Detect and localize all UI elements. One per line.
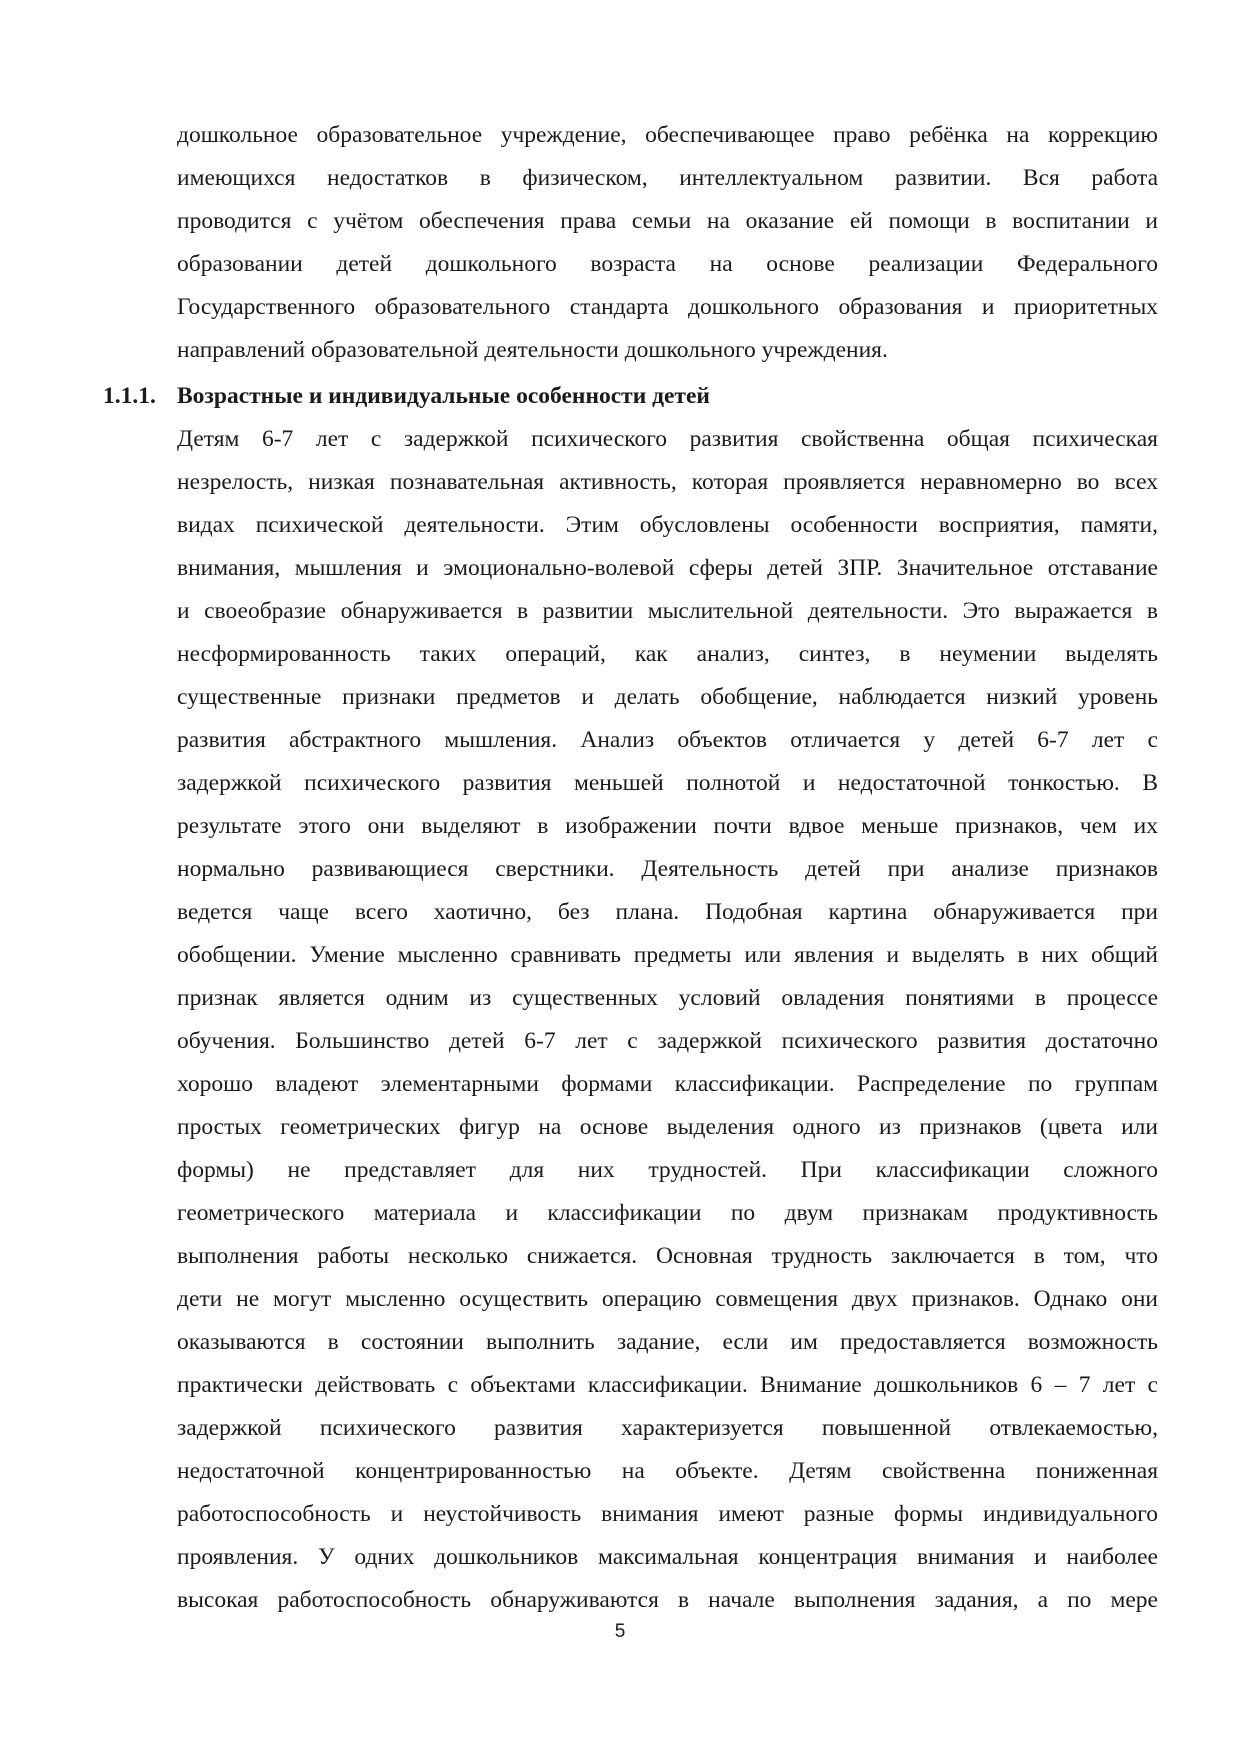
body-line: видах психической деятельности. Этим обусловлены особенности восприятия, памяти, [177, 512, 1158, 538]
body-line: выполнения работы несколько снижается. Основная трудность заключается в том, что [177, 1243, 1158, 1269]
page-number: 5 [614, 1621, 626, 1642]
body-line: незрелость, низкая познавательная активность, которая проявляется неравномерно во всех [177, 469, 1158, 495]
intro-line: дошкольное образовательное учреждение, обеспечивающее право ребёнка на коррекцию [177, 122, 1158, 148]
body-line: дети не могут мысленно осуществить операцию совмещения двух признаков. Однако они [177, 1286, 1158, 1312]
body-line: задержкой психического развития характеризуется повышенной отвлекаемостью, [177, 1415, 1158, 1441]
body-line: геометрического материала и классификации по двум признакам продуктивность [177, 1200, 1158, 1226]
intro-line: Государственного образовательного стандарта дошкольного образования и приоритетных [177, 294, 1158, 320]
body-line: результате этого они выделяют в изображении почти вдвое меньше признаков, чем их [177, 813, 1158, 839]
intro-line: образовании детей дошкольного возраста на основе реализации Федерального [177, 251, 1158, 277]
body-line: и своеобразие обнаруживается в развитии мыслительной деятельности. Это выражается в [177, 598, 1158, 624]
section-number: 1.1.1. [103, 383, 156, 409]
body-line: формы) не представляет для них трудностей. При классификации сложного [177, 1157, 1158, 1183]
intro-line: направлений образовательной деятельности дошкольного учреждения. [177, 337, 888, 363]
body-line: признак является одним из существенных условий овладения понятиями в процессе [177, 985, 1158, 1011]
body-line: хорошо владеют элементарными формами классификации. Распределение по группам [177, 1071, 1158, 1097]
body-line: внимания, мышления и эмоционально-волевой сферы детей ЗПР. Значительное отставание [177, 555, 1158, 581]
body-line: работоспособность и неустойчивость внимания имеют разные формы индивидуального [177, 1501, 1158, 1527]
body-line: несформированность таких операций, как анализ, синтез, в неумении выделять [177, 641, 1158, 667]
body-line: оказываются в состоянии выполнить задание, если им предоставляется возможность [177, 1329, 1158, 1355]
intro-line: проводится с учётом обеспечения права семьи на оказание ей помощи в воспитании и [177, 208, 1158, 234]
body-line: нормально развивающиеся сверстники. Деятельность детей при анализе признаков [177, 856, 1158, 882]
intro-line: имеющихся недостатков в физическом, интеллектуальном развитии. Вся работа [177, 165, 1158, 191]
body-line: недостаточной концентрированностью на объекте. Детям свойственна пониженная [177, 1458, 1158, 1484]
section-title: Возрастные и индивидуальные особенности детей [177, 383, 710, 409]
body-line: Детям 6-7 лет с задержкой психического развития свойственна общая психическая [177, 426, 1158, 452]
body-line: задержкой психического развития меньшей полнотой и недостаточной тонкостью. В [177, 770, 1158, 796]
body-line: развития абстрактного мышления. Анализ объектов отличается у детей 6-7 лет с [177, 727, 1158, 753]
body-line: практически действовать с объектами классификации. Внимание дошкольников 6 – 7 лет с [177, 1372, 1158, 1398]
body-line: обобщении. Умение мысленно сравнивать предметы или явления и выделять в них общий [177, 942, 1158, 968]
body-line: высокая работоспособность обнаруживаются в начале выполнения задания, а по мере [177, 1587, 1158, 1613]
body-line: существенные признаки предметов и делать обобщение, наблюдается низкий уровень [177, 684, 1158, 710]
body-line: обучения. Большинство детей 6-7 лет с задержкой психического развития достаточно [177, 1028, 1158, 1054]
body-line: ведется чаще всего хаотично, без плана. Подобная картина обнаруживается при [177, 899, 1158, 925]
body-line: простых геометрических фигур на основе выделения одного из признаков (цвета или [177, 1114, 1158, 1140]
section-heading [103, 375, 710, 418]
body-line: проявления. У одних дошкольников максимальная концентрация внимания и наиболее [177, 1544, 1158, 1570]
